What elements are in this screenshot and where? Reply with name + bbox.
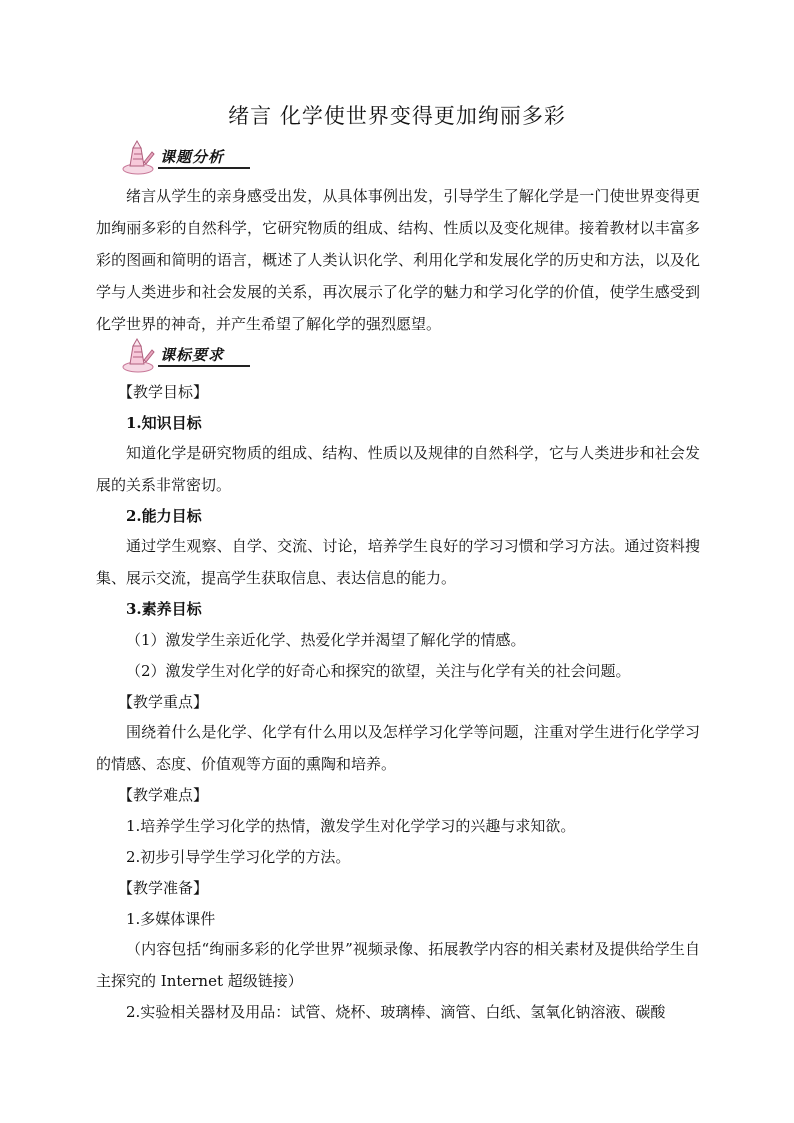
key-points-heading: 【教学重点】 xyxy=(118,693,209,711)
analysis-paragraph: 绪言从学生的亲身感受出发，从具体事例出发，引导学生了解化学是一门使世界变得更加绚丽多彩的自然科学，它研究物质的组成、结构、性质以及变化规律。接着教材以丰富多彩的图画和简明的语言，概述了人类认识化学、利用化学和发展化学的历史和方法，以及化学与人类进步和社会发展的关系，再次展示了化学的魅力和学习化学的价值，使学生感受到化学世界的神奇，并产生希望了解化学的强烈愿望。 xyxy=(96,187,700,333)
knowledge-goal-text: 知道化学是研究物质的组成、结构、性质以及规律的自然科学，它与人类进步和社会发展的关系非常密切。 xyxy=(96,444,700,494)
key-points-text: 围绕着什么是化学、化学有什么用以及怎样学习化学等问题，注重对学生进行化学学习的情感、态度、价值观等方面的熏陶和培养。 xyxy=(96,723,700,773)
section-underline xyxy=(158,365,250,367)
section-underline xyxy=(158,167,250,169)
literacy-goal-item: （2）激发学生对化学的好奇心和探究的欲望，关注与化学有关的社会问题。 xyxy=(126,662,631,680)
preparation-item: 1.多媒体课件 xyxy=(126,910,216,928)
pencil-icon xyxy=(122,338,162,374)
difficulties-heading: 【教学难点】 xyxy=(118,786,209,804)
preparation-item-detail: （内容包括“绚丽多彩的化学世界”视频录像、拓展教学内容的相关素材及提供给学生自主探究的 Internet 超级链接） xyxy=(96,940,700,990)
page-title: 绪言 化学使世界变得更加绚丽多彩 xyxy=(228,104,566,128)
difficulty-item: 2.初步引导学生学习化学的方法。 xyxy=(126,848,351,866)
ability-goal-heading: 2.能力目标 xyxy=(126,507,202,525)
difficulty-item: 1.培养学生学习化学的热情，激发学生对化学学习的兴趣与求知欲。 xyxy=(126,817,576,835)
section-header-requirements xyxy=(122,338,252,374)
section-label-analysis: 课题分析 xyxy=(160,148,225,166)
goals-heading: 【教学目标】 xyxy=(118,383,209,401)
section-header-analysis xyxy=(122,140,252,176)
literacy-goal-heading: 3.素养目标 xyxy=(126,600,202,618)
literacy-goal-item: （1）激发学生亲近化学、热爱化学并渴望了解化学的情感。 xyxy=(126,631,526,649)
pencil-icon xyxy=(122,140,162,176)
knowledge-goal-heading: 1.知识目标 xyxy=(126,414,202,432)
section-label-requirements: 课标要求 xyxy=(160,346,225,364)
preparation-heading: 【教学准备】 xyxy=(118,879,209,897)
preparation-item: 2.实验相关器材及用品：试管、烧杯、玻璃棒、滴管、白纸、氢氧化钠溶液、碳酸 xyxy=(126,1003,666,1021)
ability-goal-text: 通过学生观察、自学、交流、讨论，培养学生良好的学习习惯和学习方法。通过资料搜集、展示交流，提高学生获取信息、表达信息的能力。 xyxy=(96,537,700,587)
